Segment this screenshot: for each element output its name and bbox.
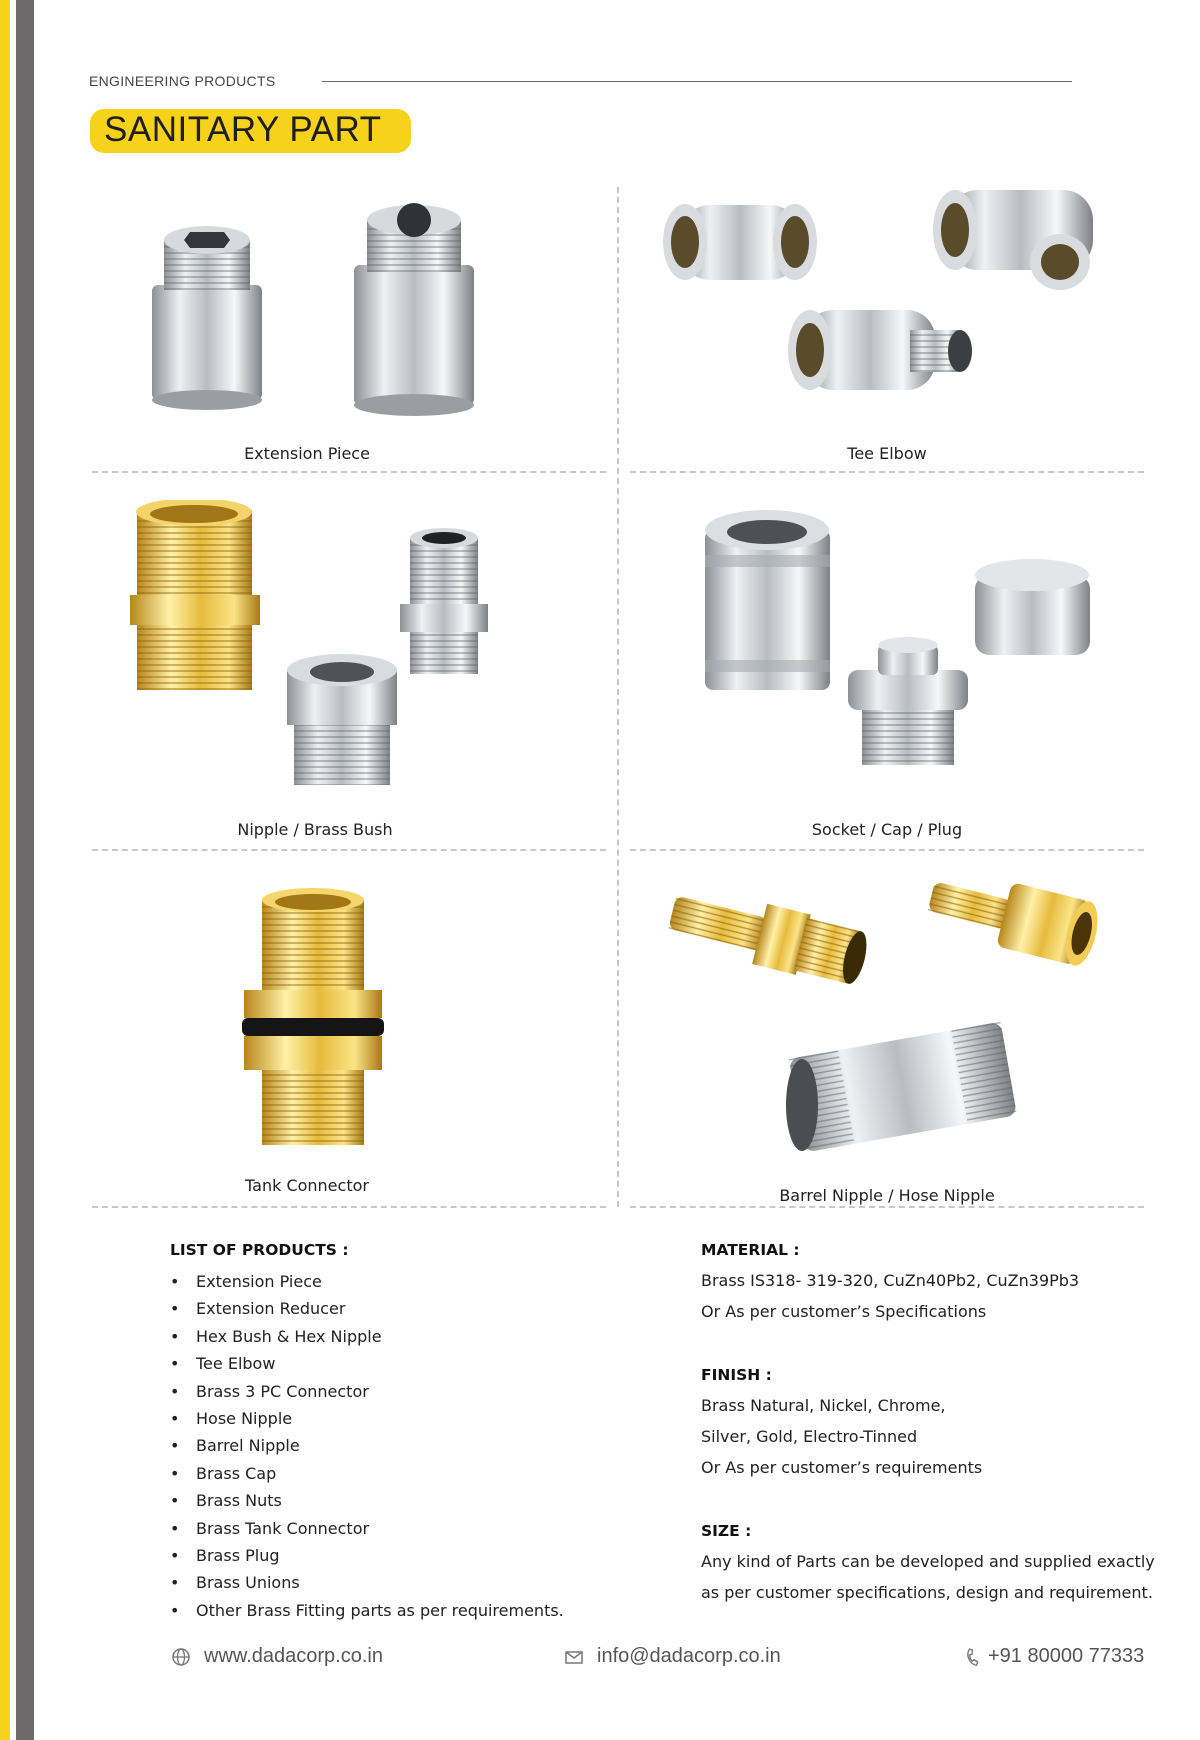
list-item-text: Extension Reducer (196, 1299, 346, 1319)
caption-socket-cap-plug: Socket / Cap / Plug (811, 820, 963, 839)
socket (705, 510, 830, 690)
size-heading: SIZE : (701, 1522, 752, 1540)
grid-divider-row2-left (92, 849, 606, 851)
caption-tank-connector: Tank Connector (245, 1176, 369, 1195)
cap (975, 559, 1090, 655)
list-item (170, 1569, 564, 1596)
list-item-text: Hex Bush & Hex Nipple (196, 1326, 382, 1346)
elbow-top-left (663, 204, 817, 280)
bullet: • (170, 1409, 180, 1429)
list-item (170, 1405, 564, 1432)
caption-extension-piece: Extension Piece (244, 444, 370, 463)
finish-line: Silver, Gold, Electro-Tinned (701, 1427, 918, 1446)
side-bar-grey (16, 0, 34, 1740)
list-item-text: Barrel Nipple (196, 1436, 300, 1456)
list-item (170, 1487, 564, 1514)
size-block (701, 1522, 1155, 1608)
elbow-bottom (788, 310, 972, 390)
material-line: Brass IS318- 319-320, CuZn40Pb2, CuZn39Pb3 (701, 1271, 1080, 1290)
hose-nipple-right (923, 870, 1103, 969)
product-tank-connector (92, 880, 606, 1200)
nipple-brass-bush-image (92, 500, 606, 830)
grid-divider-row1-left (92, 471, 606, 473)
section-eyebrow: ENGINEERING PRODUCTS (89, 73, 276, 89)
tee-top-right (933, 190, 1093, 290)
finish-heading: FINISH : (701, 1366, 772, 1384)
list-item (170, 1597, 564, 1624)
list-item (170, 1350, 564, 1377)
finish-line: Brass Natural, Nickel, Chrome, (701, 1396, 946, 1415)
size-line: as per customer specifications, design and requirement. (701, 1583, 1153, 1602)
chrome-hex-nipple (400, 528, 488, 674)
list-item (170, 1515, 564, 1542)
list-item-text: Brass Unions (196, 1573, 300, 1593)
list-item-text: Brass 3 PC Connector (196, 1381, 369, 1401)
bullet: • (170, 1463, 180, 1483)
size-line: Any kind of Parts can be developed and supplied exactly (701, 1552, 1155, 1571)
list-item-text: Other Brass Fitting parts as per requirements. (196, 1600, 564, 1620)
bullet: • (170, 1299, 180, 1319)
tank-connector (242, 888, 384, 1145)
side-bar-yellow (0, 0, 10, 1740)
list-item (170, 1460, 564, 1487)
footer-email[interactable] (563, 1645, 781, 1668)
list-item-text: Tee Elbow (196, 1354, 276, 1374)
chrome-bush (287, 654, 397, 785)
globe-icon (170, 1646, 192, 1668)
extension-piece-left (152, 226, 262, 410)
product-barrel-hose-nipple (630, 870, 1144, 1205)
product-socket-cap-plug (630, 500, 1144, 845)
envelope-icon (563, 1646, 585, 1668)
product-extension-piece (92, 190, 606, 463)
bullet: • (170, 1546, 180, 1566)
bullet: • (170, 1600, 180, 1620)
product-list-heading: LIST OF PRODUCTS : (170, 1241, 349, 1259)
list-item (170, 1323, 564, 1350)
list-item-text: Brass Nuts (196, 1491, 282, 1511)
bullet: • (170, 1573, 180, 1593)
finish-line: Or As per customer’s requirements (701, 1458, 983, 1477)
list-item (170, 1268, 564, 1295)
plug (848, 637, 968, 765)
bullet: • (170, 1491, 180, 1511)
grid-divider-row1-right (630, 471, 1144, 473)
barrel-nipple (786, 1022, 1017, 1153)
grid-divider-row2-right (630, 849, 1144, 851)
footer-website[interactable] (170, 1645, 383, 1668)
list-item-text: Brass Tank Connector (196, 1518, 370, 1538)
extension-piece-right (354, 203, 474, 416)
bullet: • (170, 1436, 180, 1456)
brass-nipple (130, 500, 260, 690)
list-item-text: Brass Plug (196, 1546, 280, 1566)
bullet: • (170, 1272, 180, 1291)
email-link[interactable]: info@dadacorp.co.in (597, 1645, 781, 1667)
list-item-text: Brass Cap (196, 1463, 277, 1483)
grid-vertical-divider (617, 187, 619, 1207)
bullet: • (170, 1326, 180, 1346)
page-title: SANITARY PART (104, 110, 382, 149)
list-item-text: Hose Nipple (196, 1409, 293, 1429)
hose-nipple-left (665, 882, 872, 990)
bullet: • (170, 1354, 180, 1374)
material-block (701, 1241, 1079, 1327)
extension-piece-image (92, 190, 606, 460)
website-link[interactable]: www.dadacorp.co.in (204, 1645, 383, 1667)
barrel-hose-nipple-image (630, 870, 1144, 1180)
finish-block (701, 1366, 982, 1483)
material-heading: MATERIAL : (701, 1241, 800, 1259)
product-list (170, 1268, 564, 1624)
bullet: • (170, 1381, 180, 1401)
list-item (170, 1542, 564, 1569)
list-item (170, 1295, 564, 1322)
header-rule (322, 81, 1072, 82)
tee-elbow-image (630, 170, 1144, 460)
material-line: Or As per customer’s Specifications (701, 1302, 987, 1321)
caption-nipple-brass-bush: Nipple / Brass Bush (237, 820, 393, 839)
caption-barrel-hose-nipple: Barrel Nipple / Hose Nipple (779, 1186, 995, 1205)
product-nipple-brass-bush (92, 500, 606, 845)
socket-cap-plug-image (630, 500, 1144, 830)
tank-connector-image (92, 880, 606, 1180)
product-tee-elbow (630, 170, 1144, 463)
list-item-text: Extension Piece (196, 1272, 322, 1291)
grid-divider-row3-left (92, 1206, 606, 1208)
caption-tee-elbow: Tee Elbow (847, 444, 927, 463)
phone-icon (960, 1646, 982, 1668)
list-item (170, 1378, 564, 1405)
list-item (170, 1432, 564, 1459)
bullet: • (170, 1518, 180, 1538)
phone-number[interactable]: +91 80000 77333 (988, 1645, 1145, 1667)
grid-divider-row3-right (630, 1206, 1144, 1208)
footer-phone[interactable] (960, 1645, 1144, 1668)
